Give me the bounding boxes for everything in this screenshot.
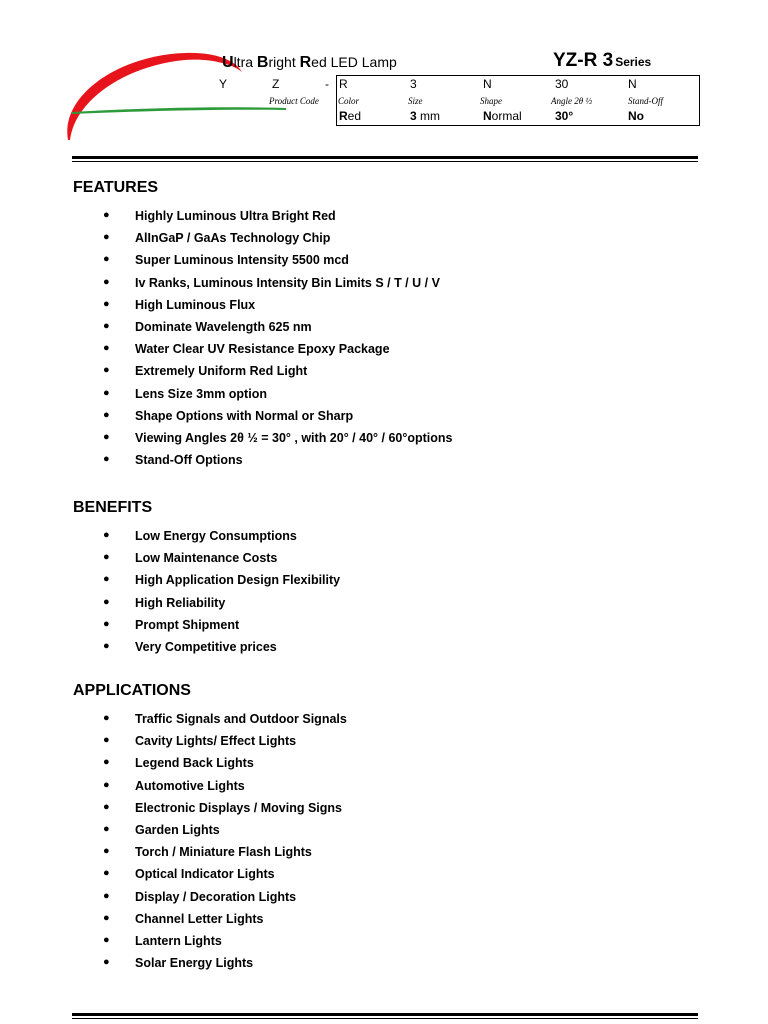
footer-rule-thin	[72, 1018, 698, 1019]
bullet-icon: ●	[103, 364, 110, 377]
value-standoff: No	[628, 109, 644, 123]
bullet-icon: ●	[103, 573, 110, 586]
logo-green-line	[72, 107, 286, 114]
benefits-heading: BENEFITS	[73, 499, 153, 516]
bullet-icon: ●	[103, 734, 110, 747]
series-word: Series	[615, 55, 652, 69]
label-shape: Shape	[480, 96, 502, 106]
value-size: 3 mm	[410, 109, 441, 123]
bullet-icon: ●	[103, 231, 110, 244]
list-item-text: Display / Decoration Lights	[135, 889, 297, 904]
value-color: Red	[339, 109, 362, 123]
list-item-text: High Reliability	[135, 595, 226, 610]
list-item-text: Lantern Lights	[135, 933, 222, 948]
list-item-text: Extremely Uniform Red Light	[135, 364, 308, 379]
code-angle: 30	[555, 77, 569, 91]
list-item-text: Automotive Lights	[135, 778, 245, 793]
list-item-text: Super Luminous Intensity 5500 mcd	[135, 253, 349, 268]
list-item-text: Channel Letter Lights	[135, 911, 264, 926]
series-code: YZ-R 3 Series	[553, 50, 652, 71]
label-size: Size	[408, 96, 423, 106]
list-item-text: Lens Size 3mm option	[135, 386, 267, 401]
product-title: Ultra Bright Red LED Lamp	[222, 54, 397, 71]
list-item-text: Low Maintenance Costs	[135, 551, 278, 566]
list-item-text: Iv Ranks, Luminous Intensity Bin Limits S / T / U / V	[135, 275, 440, 290]
list-item-text: Solar Energy Lights	[135, 956, 254, 971]
bullet-icon: ●	[103, 209, 110, 221]
value-shape: Normal	[483, 109, 522, 123]
bullet-icon: ●	[103, 275, 110, 288]
applications-heading: APPLICATIONS	[73, 682, 191, 699]
bullet-icon: ●	[103, 342, 110, 355]
list-item-text: Stand-Off Options	[135, 453, 243, 468]
bullet-icon: ●	[103, 889, 110, 902]
bullet-icon: ●	[103, 933, 110, 946]
code-size: 3	[410, 77, 417, 91]
bullet-icon: ●	[103, 453, 110, 466]
list-item-text: Cavity Lights/ Effect Lights	[135, 734, 297, 749]
bullet-icon: ●	[103, 617, 110, 630]
list-item-text: Very Competitive prices	[135, 639, 277, 654]
features-heading: FEATURES	[73, 179, 159, 196]
code-shape: N	[483, 77, 492, 91]
bullet-icon: ●	[103, 253, 110, 266]
list-item-text: Garden Lights	[135, 822, 220, 837]
bullet-icon: ●	[103, 408, 110, 421]
list-item-text: Legend Back Lights	[135, 756, 254, 771]
bullet-icon: ●	[103, 822, 110, 835]
bullet-icon: ●	[103, 911, 110, 924]
header-rule-thick	[72, 156, 698, 159]
list-item-text: Shape Options with Normal or Sharp	[135, 408, 354, 423]
code-z: Z	[272, 77, 280, 91]
list-item-text: High Luminous Flux	[135, 297, 256, 312]
bullet-icon: ●	[103, 778, 110, 791]
bullet-icon: ●	[103, 639, 110, 652]
bullet-icon: ●	[103, 529, 110, 541]
list-item-text: Water Clear UV Resistance Epoxy Package	[135, 342, 390, 357]
list-item-text: Dominate Wavelength 625 nm	[135, 319, 312, 334]
list-item-text: AlInGaP / GaAs Technology Chip	[135, 231, 331, 246]
bullet-icon: ●	[103, 845, 110, 858]
bullet-icon: ●	[103, 956, 110, 969]
bullet-icon: ●	[103, 867, 110, 880]
bullet-icon: ●	[103, 386, 110, 399]
list-item-text: Low Energy Consumptions	[135, 529, 297, 543]
list-item-text: High Application Design Flexibility	[135, 573, 341, 588]
bullet-icon: ●	[103, 756, 110, 769]
code-color: R	[339, 77, 348, 91]
value-angle: 30°	[555, 109, 574, 123]
label-standoff: Stand-Off	[628, 96, 663, 106]
label-color: Color	[338, 96, 360, 106]
list-item-text: Torch / Miniature Flash Lights	[135, 845, 312, 860]
code-y: Y	[219, 77, 228, 91]
bullet-icon: ●	[103, 712, 110, 724]
logo-red-swoosh	[67, 53, 242, 140]
bullet-icon: ●	[103, 800, 110, 813]
list-item-text: Highly Luminous Ultra Bright Red	[135, 209, 336, 223]
code-dash: -	[325, 77, 329, 91]
bullet-icon: ●	[103, 297, 110, 310]
bullet-icon: ●	[103, 319, 110, 332]
label-product-code: Product Code	[269, 96, 319, 106]
footer-rule-thick	[72, 1013, 698, 1016]
list-item-text: Prompt Shipment	[135, 617, 240, 632]
header-rule-thin	[72, 161, 698, 162]
list-item-text: Electronic Displays / Moving Signs	[135, 800, 342, 815]
list-item-text: Optical Indicator Lights	[135, 867, 275, 882]
code-standoff: N	[628, 77, 637, 91]
list-item-text: Traffic Signals and Outdoor Signals	[135, 712, 347, 726]
list-item-text: Viewing Angles 2θ ½ = 30° , with 20° / 40° / 60°options	[135, 430, 453, 445]
label-angle: Angle 2θ ½	[551, 96, 593, 106]
bullet-icon: ●	[103, 595, 110, 608]
bullet-icon: ●	[103, 551, 110, 564]
bullet-icon: ●	[103, 430, 110, 443]
